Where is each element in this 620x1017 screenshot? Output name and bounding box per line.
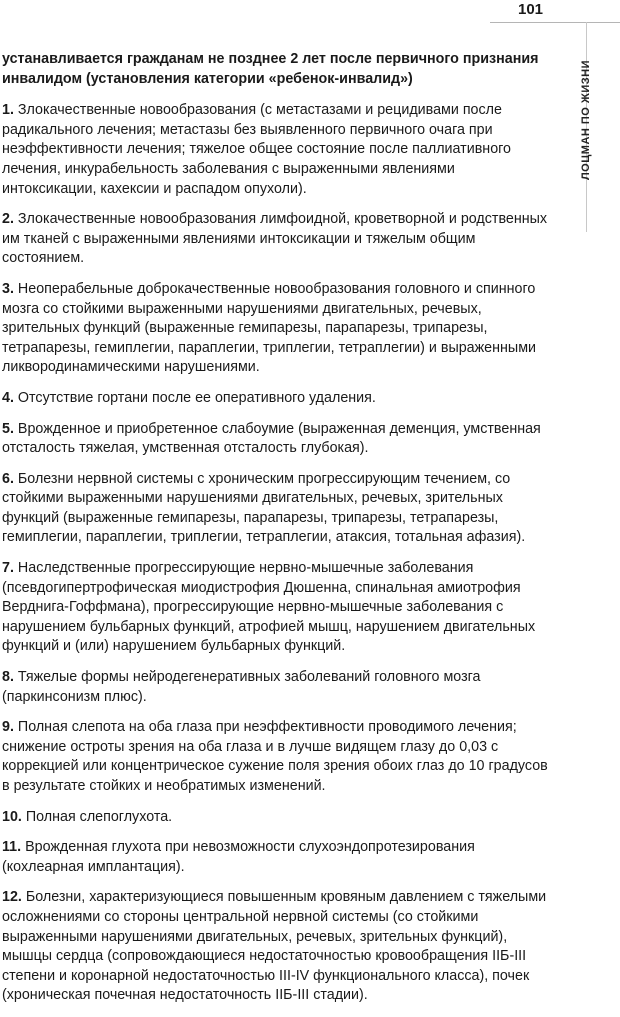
item-text: Злокачественные новообразования (с метастазами и рецидивами после радикального лечения; метастазы без выявленного первичного очага при неэффективности лечения; тяжелое общее состояние после паллиативного лечения, инкурабельность заболевания с выраженными явлениями интоксикации, кахексии и распадом опухоли). — [2, 102, 512, 197]
list-item — [2, 470, 548, 548]
lead-paragraph: устанавливается гражданам не позднее 2 лет после первичного признания инвалидом (установления категории «ребенок-инвалид») — [2, 51, 539, 87]
criteria-list — [2, 101, 548, 1006]
list-item — [2, 210, 548, 269]
list-item — [2, 389, 548, 409]
item-text: Врожденное и приобретенное слабоумие (выраженная деменция, умственная отсталость тяжелая, умственная отсталость глубокая). — [2, 420, 541, 457]
item-number: 11. — [2, 839, 22, 856]
list-item — [2, 838, 548, 877]
item-text: Болезни нервной системы с хроническим прогрессирующим течением, со стойкими выраженными нарушениями двигательных, речевых, зрительных функций (выраженные гемипарезы, парапарезы, трипарезы, тетрапарезы, гемиплегии, параплегии, триплегии, тетраплегии, атаксия, тотальная афазия). — [2, 470, 526, 546]
item-number: 5. — [2, 420, 14, 437]
list-item — [2, 668, 548, 707]
list-item — [2, 718, 548, 796]
item-number: 8. — [2, 669, 14, 686]
item-number: 9. — [2, 719, 14, 736]
item-number: 4. — [2, 389, 14, 406]
item-number: 12. — [2, 889, 22, 906]
item-text: Врожденная глухота при невозможности слухоэндопротезирования (кохлеарная имплантация). — [2, 839, 475, 875]
list-item — [2, 888, 548, 1006]
item-text: Злокачественные новообразования лимфоидной, кроветворной и родственных им тканей с выраженными явлениями интоксикации и тяжелым общим состоянием. — [2, 211, 548, 267]
header-rule — [490, 22, 620, 23]
item-text: Тяжелые формы нейродегенеративных заболеваний головного мозга (паркинсонизм плюс). — [2, 669, 481, 705]
item-text: Наследственные прогрессирующие нервно-мышечные заболевания (псевдогипертрофическая миодистрофия Дюшенна, спинальная амиотрофия Верднига-Гоффмана), прогрессирующие нервно-мышечные заболевания с нарушением бульбарных функций, атрофией мышц, нарушением двигательных функций и (или) нарушением бульбарных функций. — [2, 560, 536, 655]
list-item — [2, 559, 548, 657]
running-title: ЛОЦМАН ПО ЖИЗНИ — [580, 60, 592, 181]
item-text: Болезни, характеризующиеся повышенным кровяным давлением с тяжелыми осложнениями со стороны центральной нервной системы (со стойкими выраженными нарушениями двигательных, речевых, зрительных функций), мышцы сердца (сопровождающиеся недостаточностью кровообращения IIБ-III степени и коронарной недостаточностью III-IV функционального класса), почек (хроническая почечная недостаточность IIБ-III стадии). — [2, 889, 547, 1004]
item-text: Отсутствие гортани после ее оперативного удаления. — [17, 389, 376, 406]
list-item — [2, 420, 548, 459]
item-number: 7. — [2, 560, 14, 577]
item-text: Полная слепота на оба глаза при неэффективности проводимого лечения; снижение остроты зрения на оба глаза и в лучше видящем глазу до 0,03 с коррекцией или концентрическое сужение поля зрения обоих глаз до 10 градусов в результате стойких и необратимых изменений. — [2, 719, 548, 794]
item-number: 1. — [2, 102, 14, 119]
page-number: 101 — [518, 1, 544, 18]
item-text: Полная слепоглухота. — [25, 808, 173, 825]
list-item — [2, 808, 548, 828]
item-number: 2. — [2, 211, 14, 228]
list-item — [2, 101, 548, 199]
item-text: Неоперабельные доброкачественные новообразования головного и спинного мозга со стойкими выраженными нарушениями двигательных, речевых, зрительных функций (выраженные гемипарезы, парапарезы, трипарезы, тетрапарезы, гемиплегии, параплегии, триплегии, тетраплегии) и выраженными ликвородинамическими нарушениями. — [2, 280, 537, 376]
document-body — [2, 50, 548, 1017]
list-item — [2, 280, 548, 378]
item-number: 6. — [2, 470, 14, 487]
item-number: 3. — [2, 280, 14, 297]
item-number: 10. — [2, 808, 22, 825]
